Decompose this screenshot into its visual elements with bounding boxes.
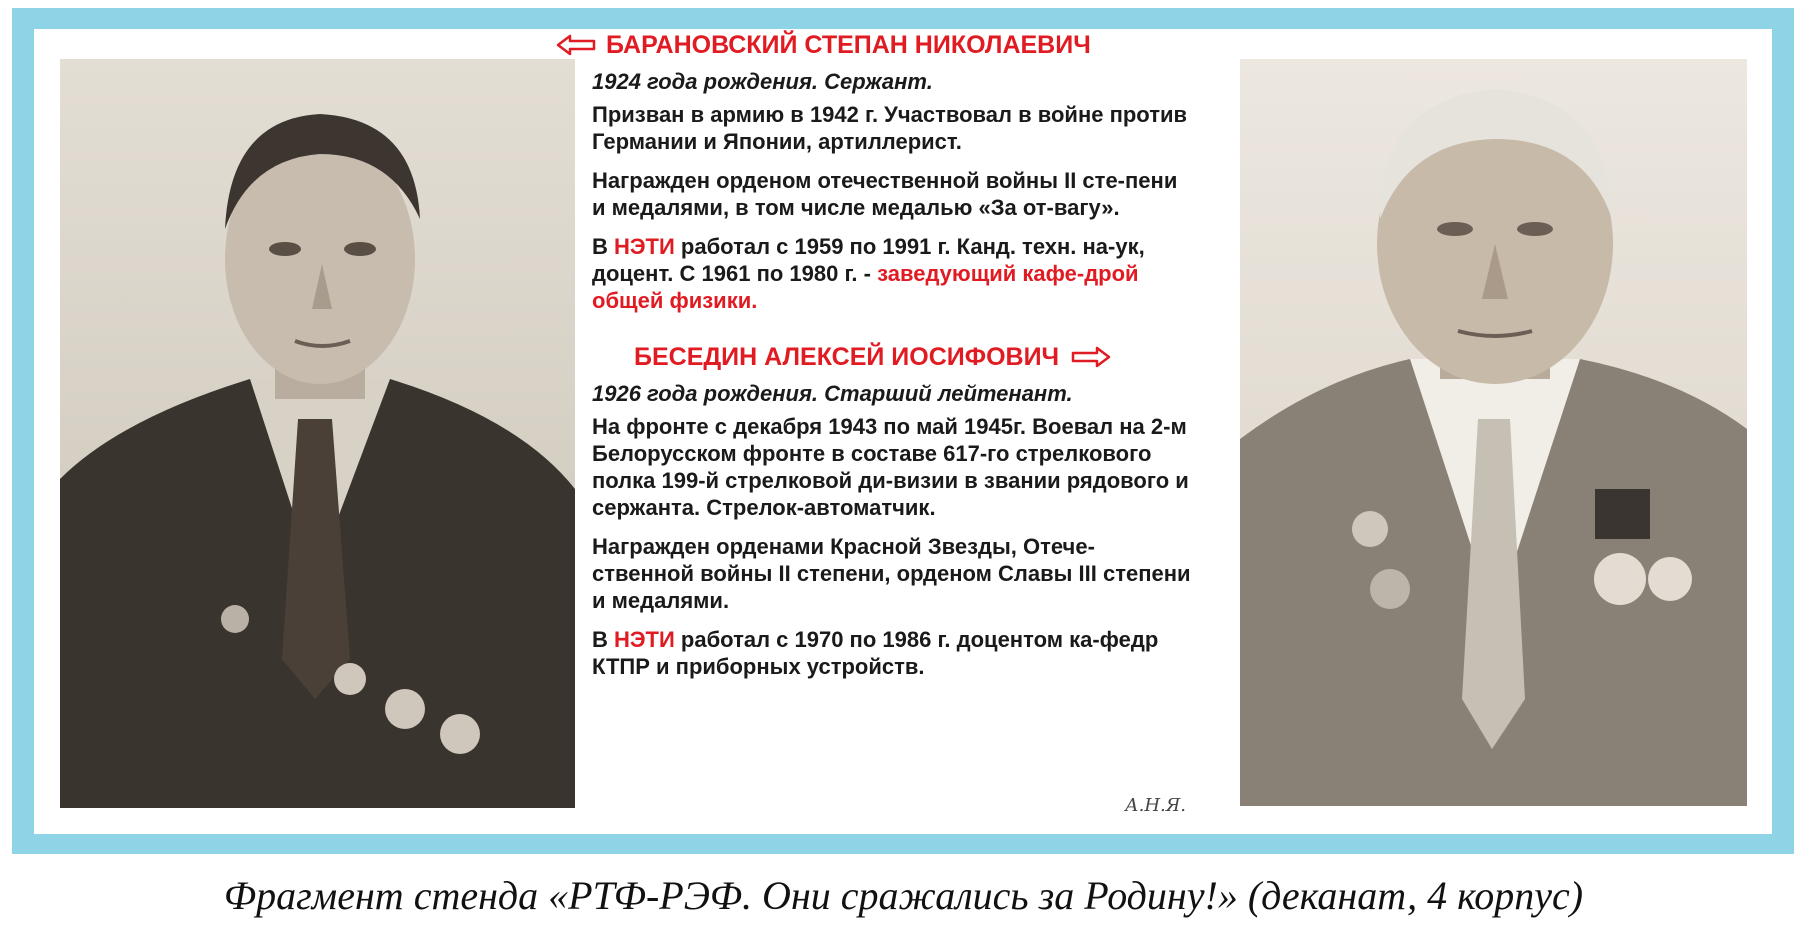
- person2-para3-a: В: [592, 627, 614, 652]
- person2-nati: НЭТИ: [614, 627, 675, 652]
- person1-para3: [592, 233, 1196, 314]
- person1-nati: НЭТИ: [614, 234, 675, 259]
- portrait-baranovsky: [60, 59, 575, 808]
- image-caption: Фрагмент стенда «РТФ-РЭФ. Они сражались за Родину!» (деканат, 4 корпус): [223, 873, 1584, 918]
- person1-heading: [556, 30, 1196, 60]
- person1-department: заведующий кафе-дрой общей физики.: [592, 261, 1139, 313]
- person2-lead: 1926 года рождения. Старший лейтенант.: [592, 381, 1073, 406]
- person1-para2: Награжден орденом отечественной войны II сте-пени и медалями, в том числе медалью «За от-вагу».: [592, 168, 1178, 220]
- person1-para3-c: работал с 1959 по 1991 г. Канд. техн. на-ук, доцент. С 1961 по 1980 г. -: [592, 234, 1145, 286]
- person1-name: БАРАНОВСКИЙ СТЕПАН НИКОЛАЕВИЧ: [606, 31, 1091, 59]
- arrow-left-icon: [556, 34, 596, 56]
- person2-name: БЕСЕДИН АЛЕКСЕЙ ИОСИФОВИЧ: [634, 343, 1060, 371]
- person1-para1: Призван в армию в 1942 г. Участвовал в войне против Германии и Японии, артиллерист.: [592, 102, 1188, 154]
- biography-text: [556, 30, 1196, 692]
- person2-heading: [634, 342, 1196, 372]
- author-signature: А.Н.Я.: [1125, 795, 1187, 816]
- person1-para3-a: В: [592, 234, 614, 259]
- person2-para3: [592, 626, 1196, 680]
- person2-para3-c: работал с 1970 по 1986 г. доцентом ка-федр КТПР и приборных устройств.: [592, 627, 1159, 679]
- person1-lead: 1924 года рождения. Сержант.: [592, 69, 933, 94]
- arrow-right-icon: [1071, 346, 1111, 368]
- person2-para2: Награжден орденами Красной Звезды, Отече-ственной войны II степени, орденом Славы III степени и медалями.: [592, 534, 1191, 613]
- portrait-besedin: [1240, 59, 1747, 806]
- person2-para1: На фронте с декабря 1943 по май 1945г. Воевал на 2-м Белорусском фронте в составе 617-го стрелкового полка 199-й стрелковой ди-визии в звании рядового и сержанта. Стрелок-автоматчик.: [592, 414, 1189, 520]
